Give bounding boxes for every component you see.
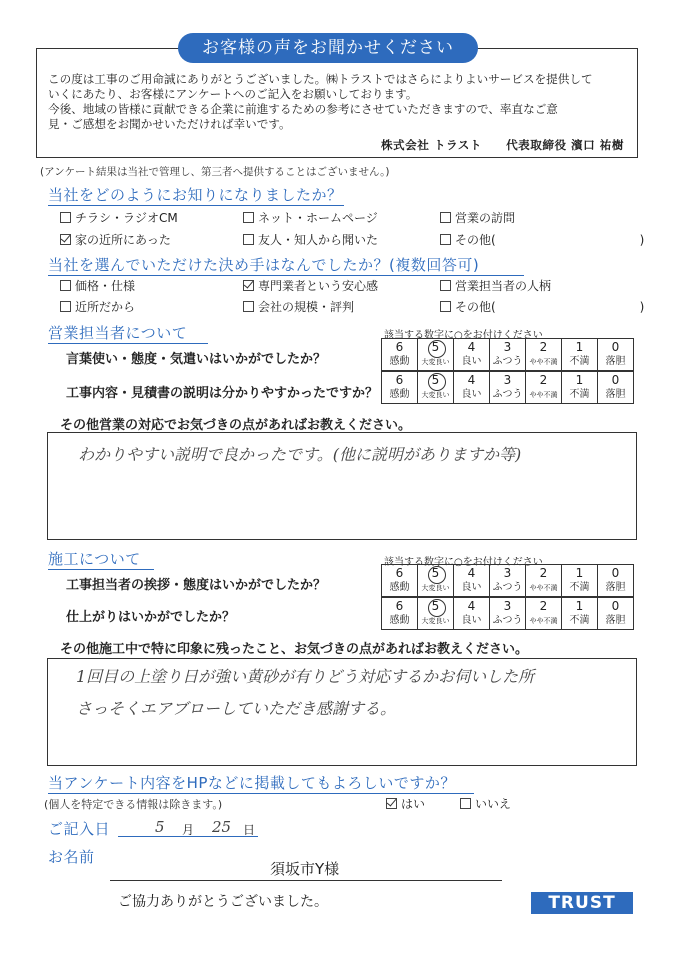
rating-label: 大変良い bbox=[421, 391, 450, 399]
date-day-unit: 日 bbox=[243, 823, 256, 837]
rating-option[interactable] bbox=[382, 372, 418, 404]
rating-option[interactable] bbox=[490, 565, 526, 597]
q1-option-nearby[interactable]: 家の近所にあった bbox=[60, 231, 171, 248]
construction-heading: 施工について bbox=[48, 548, 154, 570]
rating-label: 不満 bbox=[569, 582, 590, 593]
intro-line-4: 見・ご感想をお聞かせいただければ幸いです。 bbox=[48, 117, 291, 131]
sales-rating-1 bbox=[381, 338, 634, 371]
q2-option-nearby[interactable]: 近所だから bbox=[60, 298, 135, 315]
construction-question-2: 仕上がりはいかがでしたか？ bbox=[66, 610, 236, 625]
rating-option[interactable] bbox=[454, 339, 490, 371]
construction-comment-prompt: その他施工中で特に印象に残ったこと、お気づきの点があればお教えください。 bbox=[60, 642, 529, 657]
rating-option[interactable] bbox=[526, 565, 562, 597]
sales-rating-2 bbox=[381, 371, 634, 404]
rating-number: 1 bbox=[575, 599, 584, 613]
rating-label: 感動 bbox=[389, 615, 410, 626]
checkbox[interactable] bbox=[60, 212, 71, 223]
name-value[interactable]: 須坂市Y様 bbox=[270, 860, 340, 878]
rating-label: 大変良い bbox=[421, 358, 450, 366]
rating-number: 0 bbox=[611, 566, 620, 580]
privacy-note: (アンケート結果は当社で管理し、第三者へ提供することはございません。) bbox=[40, 166, 390, 178]
q2-option-reputation[interactable]: 会社の規模・評判 bbox=[243, 298, 354, 315]
intro-line-2: いくにあたり、お客様にアンケートへのご記入をお願いしております。 bbox=[48, 87, 418, 101]
rating-option[interactable] bbox=[490, 372, 526, 404]
q2-option-price[interactable]: 価格・仕様 bbox=[60, 277, 135, 294]
rating-number: 4 bbox=[467, 340, 476, 354]
rating-option[interactable] bbox=[490, 339, 526, 371]
rating-label: 落胆 bbox=[605, 615, 626, 626]
rating-label: 落胆 bbox=[605, 582, 626, 593]
rating-number: 6 bbox=[395, 566, 404, 580]
rating-label: 感動 bbox=[389, 389, 410, 400]
rating-option[interactable] bbox=[418, 339, 454, 371]
checkbox[interactable] bbox=[243, 212, 254, 223]
rating-option[interactable] bbox=[454, 565, 490, 597]
rating-number: 5 bbox=[431, 599, 440, 613]
rating-label: ふつう bbox=[492, 356, 523, 367]
publish-no[interactable]: いいえ bbox=[460, 795, 511, 812]
rating-number: 1 bbox=[575, 566, 584, 580]
rating-option[interactable] bbox=[382, 565, 418, 597]
rating-number: 4 bbox=[467, 566, 476, 580]
checkbox-checked[interactable] bbox=[243, 280, 254, 291]
rating-number: 6 bbox=[395, 599, 404, 613]
rating-label: 良い bbox=[461, 582, 482, 593]
rating-option[interactable] bbox=[562, 372, 598, 404]
checkbox-checked[interactable] bbox=[60, 234, 71, 245]
rating-label: 不満 bbox=[569, 615, 590, 626]
rating-option[interactable] bbox=[598, 372, 634, 404]
rating-label: 感動 bbox=[389, 356, 410, 367]
rating-option[interactable] bbox=[526, 339, 562, 371]
rating-label: 良い bbox=[461, 389, 482, 400]
rating-number: 3 bbox=[503, 566, 512, 580]
rating-number: 2 bbox=[539, 373, 548, 387]
rating-option[interactable] bbox=[562, 565, 598, 597]
thanks-message: ご協力ありがとうございました。 bbox=[118, 894, 328, 910]
rating-option[interactable] bbox=[454, 372, 490, 404]
sales-scale-hint: 該当する数字に○をお付けください bbox=[384, 330, 543, 341]
rating-number: 2 bbox=[539, 340, 548, 354]
rating-option[interactable] bbox=[598, 339, 634, 371]
rating-number: 3 bbox=[503, 373, 512, 387]
rating-number: 1 bbox=[575, 340, 584, 354]
construction-rating-1 bbox=[381, 564, 634, 597]
trust-logo: TRUST bbox=[531, 892, 633, 914]
rating-option[interactable] bbox=[562, 598, 598, 630]
rating-label: ふつう bbox=[492, 389, 523, 400]
rating-option[interactable] bbox=[598, 565, 634, 597]
rating-label: 落胆 bbox=[605, 356, 626, 367]
rating-number: 4 bbox=[467, 599, 476, 613]
rating-label: 落胆 bbox=[605, 389, 626, 400]
construction-question-1: 工事担当者の挨拶・態度はいかがでしたか？ bbox=[66, 578, 327, 593]
q2-option-specialist[interactable]: 専門業者という安心感 bbox=[243, 277, 378, 294]
checkbox[interactable] bbox=[440, 280, 451, 291]
rating-label: やや不満 bbox=[529, 358, 558, 366]
rating-number: 6 bbox=[395, 340, 404, 354]
checkbox[interactable] bbox=[60, 301, 71, 312]
publish-yes[interactable]: はい bbox=[386, 795, 425, 812]
name-label: お名前 bbox=[48, 848, 95, 866]
rating-label: 大変良い bbox=[421, 584, 450, 592]
rating-option[interactable] bbox=[454, 598, 490, 630]
date-month-unit: 月 bbox=[182, 823, 195, 837]
construction-rating-2 bbox=[381, 597, 634, 630]
rating-option[interactable] bbox=[562, 339, 598, 371]
rating-option[interactable] bbox=[598, 598, 634, 630]
sales-question-1: 言葉使い・態度・気遣いはいかがでしたか？ bbox=[66, 352, 327, 367]
checkbox[interactable] bbox=[243, 301, 254, 312]
checkbox-checked[interactable] bbox=[386, 798, 397, 809]
rating-number: 6 bbox=[395, 373, 404, 387]
checkbox[interactable] bbox=[440, 212, 451, 223]
rating-number: 1 bbox=[575, 373, 584, 387]
q1-option-other[interactable]: その他( ) bbox=[440, 231, 644, 248]
intro-line-3: 今後、地域の皆様に貢献できる企業に前進するための参考にさせていただきますので、率直なご意 bbox=[48, 102, 558, 116]
rating-option[interactable] bbox=[382, 598, 418, 630]
rating-option[interactable] bbox=[526, 372, 562, 404]
rating-number: 5 bbox=[431, 373, 440, 387]
rating-label: 大変良い bbox=[421, 617, 450, 625]
rating-number: 2 bbox=[539, 566, 548, 580]
checkbox[interactable] bbox=[60, 280, 71, 291]
rating-label: 良い bbox=[461, 356, 482, 367]
checkbox[interactable] bbox=[440, 301, 451, 312]
q2-option-other[interactable]: その他( ) bbox=[440, 298, 644, 315]
rating-option[interactable] bbox=[526, 598, 562, 630]
rating-label: やや不満 bbox=[529, 617, 558, 625]
rating-label: 良い bbox=[461, 615, 482, 626]
q1-heading: 当社をどのようにお知りになりましたか？ bbox=[48, 186, 343, 204]
rating-number: 0 bbox=[611, 373, 620, 387]
rating-label: ふつう bbox=[492, 582, 523, 593]
rating-label: ふつう bbox=[492, 615, 523, 626]
name-underline bbox=[110, 880, 502, 881]
date-day[interactable]: 25 bbox=[212, 818, 232, 836]
rating-number: 2 bbox=[539, 599, 548, 613]
publish-note: (個人を特定できる情報は除きます。) bbox=[44, 798, 223, 811]
q1-option-visit[interactable]: 営業の訪問 bbox=[440, 209, 515, 226]
rating-option[interactable] bbox=[418, 565, 454, 597]
sales-question-2: 工事内容・見積書の説明は分かりやすかったですか？ bbox=[66, 386, 379, 401]
q1-option-friend[interactable]: 友人・知人から聞いた bbox=[243, 231, 378, 248]
intro-line-1: この度は工事のご用命誠にありがとうございました。㈱トラストではさらによりよいサービスを提供して bbox=[48, 72, 593, 86]
page-title: お客様の声をお聞かせください bbox=[178, 33, 478, 63]
rating-number: 4 bbox=[467, 373, 476, 387]
sales-comment-prompt: その他営業の対応でお気づきの点があればお教えください。 bbox=[60, 418, 412, 433]
date-label: ご記入日 bbox=[48, 820, 111, 838]
rating-number: 3 bbox=[503, 340, 512, 354]
rating-number: 5 bbox=[431, 566, 440, 580]
publish-heading: 当アンケート内容をHPなどに掲載してもよろしいですか？ bbox=[48, 772, 474, 794]
checkbox[interactable] bbox=[460, 798, 471, 809]
rating-option[interactable] bbox=[490, 598, 526, 630]
q1-option-web[interactable]: ネット・ホームページ bbox=[243, 209, 378, 226]
construction-scale-hint: 該当する数字に○をお付けください bbox=[384, 557, 543, 568]
sales-comment: わかりやすい説明で良かったです。(他に説明がありますか等) bbox=[78, 445, 522, 464]
rating-label: 不満 bbox=[569, 356, 590, 367]
checkbox[interactable] bbox=[440, 234, 451, 245]
rating-option[interactable] bbox=[418, 598, 454, 630]
rating-option[interactable] bbox=[382, 339, 418, 371]
rating-label: やや不満 bbox=[529, 584, 558, 592]
sales-heading: 営業担当者について bbox=[48, 322, 208, 344]
rating-number: 0 bbox=[611, 599, 620, 613]
q1-option-flyer[interactable]: チラシ・ラジオCM bbox=[60, 209, 178, 226]
rating-number: 0 bbox=[611, 340, 620, 354]
rating-option[interactable] bbox=[418, 372, 454, 404]
rating-label: やや不満 bbox=[529, 391, 558, 399]
rating-label: 感動 bbox=[389, 582, 410, 593]
rating-label: 不満 bbox=[569, 389, 590, 400]
q2-heading: 当社を選んでいただけた決め手はなんでしたか？(複数回答可) bbox=[48, 254, 524, 276]
construction-comment-line-1: 1回目の上塗り日が強い黄砂が有りどう対応するかお伺いした所 bbox=[76, 667, 535, 686]
rating-number: 3 bbox=[503, 599, 512, 613]
company-signature: 株式会社 トラスト 代表取締役 濱口 祐樹 bbox=[380, 138, 624, 152]
date-month[interactable]: 5 bbox=[155, 818, 165, 836]
construction-comment-line-2: さっそくエアブローしていただき感謝する。 bbox=[76, 699, 397, 718]
rating-number: 5 bbox=[431, 340, 440, 354]
checkbox[interactable] bbox=[243, 234, 254, 245]
q2-option-salesperson[interactable]: 営業担当者の人柄 bbox=[440, 277, 551, 294]
